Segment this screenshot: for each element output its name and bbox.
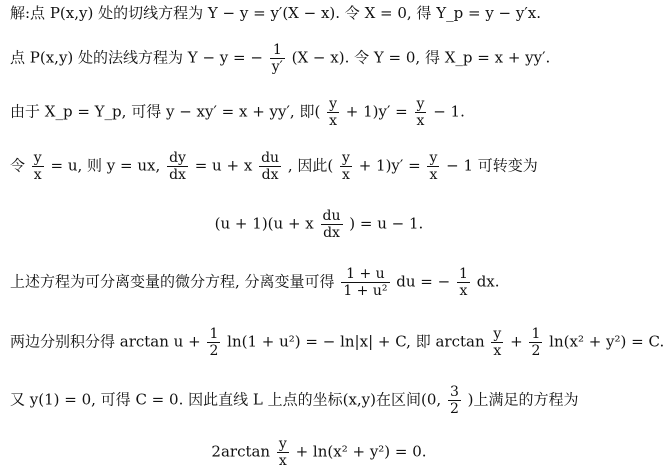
line-8 [10,384,632,417]
line-2-text-a: 点 P(x,y) 处的法线方程为 Y − y = − [10,48,263,67]
line-5 [0,208,638,241]
fraction-y-over-x: $\frac{y}{x}$ [342,150,350,184]
fraction-one-half: $\frac{1}{2}$ [209,326,219,360]
line-9-text-b: + ln(x² + y²) = 0. [295,442,427,461]
line-8-text-a: 又 y(1) = 0, 可得 C = 0. 因此直线 L 上点的坐标(x,y)在区间(0, [10,390,442,409]
line-2-text-b: (X − x). 令 Y = 0, 得 X_p = x + yy′. [291,48,551,67]
fraction-one-half: $\frac{1}{2}$ [531,326,541,360]
fraction-y-over-x: $\frac{y}{x}$ [493,326,502,360]
line-4-text-b: = u, 则 y = ux, [50,156,161,175]
line-6-text-a: 上述方程为可分离变量的微分方程, 分离变量可得 [10,272,335,291]
line-6 [10,266,632,299]
line-1 [10,6,632,21]
line-4-text-d: , 因此( [287,156,334,175]
fraction-y-over-x: $\frac{y}{x}$ [278,436,287,470]
line-1-text: 解:点 P(x,y) 处的切线方程为 Y − y = y′(X − x). 令 X = 0, 得 Y_p = y − y′x. [10,4,541,22]
line-9-text-a: 2arctan [211,442,271,461]
line-5-text-a: (u + 1)(u + x [214,214,314,233]
line-4-text-e: + 1)y′ = [358,156,421,175]
fraction-1-over-yprime: $\frac{1}{y'}$ [271,42,283,76]
fraction-three-halves: $\frac{3}{2}$ [449,384,459,418]
fraction-y-over-x: $\frac{y}{x}$ [33,150,42,184]
line-9 [0,436,638,469]
line-3-text-a: 由于 X_p = Y_p, 可得 y − xy′ = x + yy′, 即( [10,102,321,121]
fraction-dy-dx: $\frac{dy}{dx}$ [169,150,186,184]
line-4 [10,150,632,183]
fraction-du-dx: $\frac{du}{dx}$ [322,208,341,242]
line-3-text-c: − 1. [433,102,465,121]
fraction-du-dx: $\frac{du}{dx}$ [261,150,280,184]
line-7-text-a: 两边分别积分得 arctan u + [10,332,201,351]
fraction-1plusu-over-1plusu2: $\frac{1 + u}{\text{1 + u²}}$ [343,266,388,300]
fraction-y-over-x: $\frac{y}{x}$ [416,96,425,130]
line-8-text-b: )上满足的方程为 [467,390,579,409]
line-5-text-b: ) = u − 1. [349,214,424,233]
fraction-1-over-x: $\frac{1}{x}$ [459,266,468,300]
line-7-text-b: ln(1 + u²) = − ln|x| + C, 即 arctan [227,332,485,351]
line-7 [10,326,664,360]
line-7-text-c: + [510,332,523,351]
line-4-text-f: − 1 可转变为 [446,156,538,175]
line-4-text-c: = u + x [194,156,253,175]
line-3 [10,96,632,129]
line-2 [10,42,632,75]
fraction-y-over-x: $\frac{y}{x}$ [329,96,337,130]
fraction-y-over-x: $\frac{y}{x}$ [429,150,438,184]
line-3-text-b: + 1)y′ = [345,102,408,121]
line-6-text-c: dx. [476,272,500,291]
line-7-text-d: ln(x² + y²) = C. [549,332,664,351]
line-6-text-b: du = − [396,272,451,291]
line-4-text-a: 令 [10,156,26,175]
